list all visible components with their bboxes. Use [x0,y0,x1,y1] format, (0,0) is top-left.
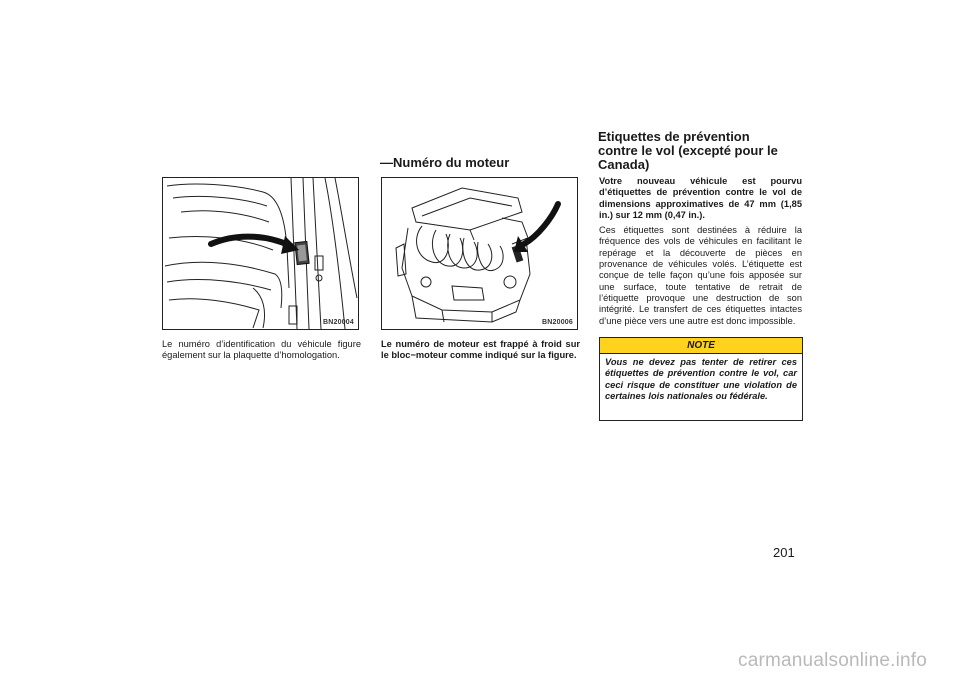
note-box [599,337,803,421]
heading-line: Canada) [598,157,650,172]
vin-caption: Le numéro d’identification du véhicule figure également sur la plaquette d’homologation. [162,339,361,360]
engine-figure [381,177,578,330]
note-title: NOTE [600,338,802,354]
vin-plate-figure [162,177,359,330]
door-jamb-illustration [163,178,358,329]
engine-illustration [382,178,577,329]
intro-paragraph: Votre nouveau véhicule est pourvu d’étiquettes de prévention contre le vol de dimensions approximatives de 47 mm (1,85 in.) sur 12 mm (0,47 in.). [599,176,802,220]
figure-code: BN20004 [323,319,354,326]
engine-number-heading: —Numéro du moteur [380,155,510,170]
heading-line: contre le vol (excepté pour le [598,143,778,158]
note-text: Vous ne devez pas tenter de retirer ces étiquettes de prévention contre le vol, car ceci risque de constituer une violation de certaines lois nationales ou fédérale. [605,357,797,401]
anti-theft-section [599,176,802,327]
anti-theft-heading [598,130,808,172]
page-number: 201 [773,545,795,560]
figure-code: BN20006 [542,319,573,326]
engine-caption: Le numéro de moteur est frappé à froid sur le bloc−moteur comme indiqué sur la figure. [381,339,580,360]
watermark: carmanualsonline.info [738,650,928,671]
description-paragraph: Ces étiquettes sont destinées à réduire la fréquence des vols de véhicules en facilitant le repérage et la découverte de pièces en provenance de véhicules volés. L’étiquette est conçue de telle façon qu’une fois apposée sur une surface, toute tentative de retrait de l’étiquette provoque une destruction de son intégrité. Le transfert de ces étiquettes intactes d’une pièce vers une autre est donc impossible. [599,225,802,326]
heading-line: Etiquettes de prévention [598,129,750,144]
